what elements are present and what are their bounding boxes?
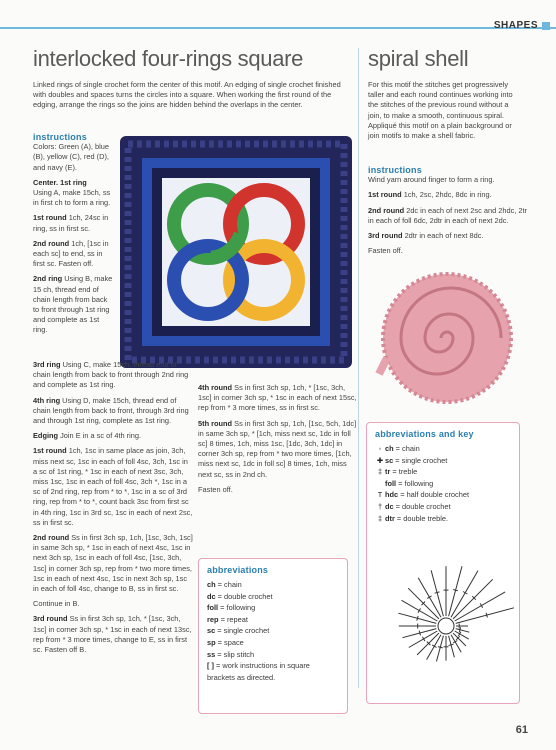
stitch-mark [437,636,444,662]
key-term: dc [385,501,394,511]
fasten-off-left: Fasten off. [198,484,233,494]
page-number: 61 [515,724,528,736]
abbreviation-definition: = chain [215,580,242,589]
abbreviation-term: rep [207,614,219,624]
stitch-crossbar [438,647,443,648]
ring-3-text: Using C, make 15ch, thread end of chain length from back to front through 2nd ring and complete as 1st ring. [33,360,189,390]
double-crochet-symbol-icon: † [377,501,383,511]
edge-round-5-label: 5th round [198,418,233,428]
stitch-mark [456,629,470,633]
page-title-right: spiral shell [368,46,469,71]
key-definition: = following [396,478,434,488]
abbreviation-definition: = space [215,637,244,647]
key-item [375,501,511,513]
spiral-shell-photo [373,262,521,410]
key-item [375,455,511,467]
key-item [375,478,511,490]
edge-round-3-text: Ss in first 3ch sp, 1ch, * [1sc, 3ch, 1sc] in corner 3ch sp, * 1sc in each of next 13sc, rep from * 3 more times, change to E, ss in first sc. Fasten off B. [33,614,192,655]
shell-round-2-text: 2dc in each of next 2sc and 2hdc, 2tr in each of foll 6dc, 2dtr in each of next 2dc. [368,205,527,225]
intro-left: Linked rings of single crochet form the center of this motif. An edging of single crochet finished with doubles and spaces turns the circles into a square. When working the first round of the edging, arrange the rings so the joins are hidden behind the overlaps in the center. [33,80,341,110]
start-text: Wind yarn around finger to form a ring. [368,175,495,185]
edge-round-5-text: Ss in first 3ch sp, 1ch, [1sc, 5ch, 1dc] in same 3ch sp, * [1ch, miss next sc, 1dc in foll sc] 8 times, 1ch, miss 1sc, [1dc, 3ch, 1dc] in corner 3ch sp, rep from * two more times, [1ch, miss next sc, 1dc in foll sc] 8 times, 1ch, miss next sc, ss in 2nd ch. [198,418,357,479]
abbreviation-item [207,591,339,603]
key-definition: = double treble. [394,513,449,523]
key-item [375,513,511,525]
abbreviation-term: ch [207,580,216,589]
treble-symbol-icon: ‡ [377,467,383,477]
key-list [375,443,511,524]
key-item [375,466,511,478]
spiral-stitch-diagram [372,552,520,700]
round-1-text: 1ch, 24sc in ring, ss in first sc. [33,213,109,233]
stitch-mark [453,579,493,619]
abbreviations-box [198,558,348,714]
stitch-crossbar [449,644,454,645]
key-term: tr [385,467,391,477]
stitch-crossbar [417,616,418,621]
instructions-col-1 [33,132,113,341]
stitch-mark [431,570,443,616]
abbreviations-list [207,579,339,683]
abbreviation-definition: = work instructions in square brackets as directed. [207,661,310,682]
abbreviation-term: sc [207,626,216,636]
round-1-label: 1st round [33,213,67,223]
key-item [375,443,511,455]
abbreviation-term: dc [207,591,216,601]
shell-round-1-label: 1st round [368,190,402,200]
abbreviation-item [207,602,339,614]
half-double-crochet-symbol-icon: T [377,490,383,500]
abbreviation-term: [ ] [207,661,214,671]
shell-round-3-text: 2dtr in each of next 8dc. [404,231,484,241]
key-term: foll [385,478,397,488]
round-2-label: 2nd round [33,238,70,248]
stitch-crossbar [486,613,487,618]
continue-text: Continue in B. [33,599,80,609]
shell-round-1-text: 1ch, 2sc, 2hdc, 8dc in ring. [403,190,492,200]
shell-round-3-label: 3rd round [368,231,403,241]
abbreviations-heading: abbreviations [207,565,269,575]
abbreviation-item [207,660,339,683]
key-term: sc [385,455,394,465]
stitch-mark [402,629,436,638]
chain-symbol-icon: ◦ [378,444,382,453]
intro-right: For this motif the stitches get progressively taller and each round continues working into the stitches of the previous round without a join, to make a smooth, continuous spiral. Appliqué this motif on a plain background or join motifs to make a shell fabric. [368,80,513,141]
shell-round-2-label: 2nd round [368,205,405,215]
column-divider [358,48,359,688]
stitch-mark [453,633,466,646]
ring-2-label: 2nd ring [33,274,63,284]
abbreviation-item [207,649,339,661]
double-treble-symbol-icon: ‡ [377,513,383,523]
abbreviation-definition: = double crochet [215,591,273,601]
stitch-mark [449,566,462,616]
edge-round-1-label: 1st round [33,446,67,456]
section-square-icon [542,22,550,30]
key-definition: = single crochet [393,455,448,465]
instructions-col-1b [33,360,193,660]
center-text: Using A, make 15ch, ss in first ch to form a ring. [33,188,111,208]
header-rule [0,27,556,29]
abbreviation-item [207,614,339,626]
section-label: SHAPES [493,20,538,31]
abbreviation-definition: = following [218,603,256,613]
edge-round-1-text: 1ch, 1sc in same place as join, 3ch, miss next sc, 1sc in each of foll 4sc, 3ch, 1sc in a sc of 1st ring, * 1sc in each of next 3sc, 3ch, miss 1sc, 1sc in each of foll 4sc, 3ch *, 1sc in a sc of 2nd ring, rep from * to *, 1sc in a sc of 3rd ring, rep from * to *, count back 3sc from first sc in 4th ring, 1sc in 3rd sc, 1sc in each of next 2sc, ss in first sc. [33,446,193,527]
key-definition: = double crochet [393,501,451,511]
ring-4-label: 4th ring [33,395,61,405]
key-term: hdc [385,490,399,500]
ring-3-label: 3rd ring [33,360,61,369]
abbreviation-term: foll [207,603,219,613]
fasten-off-right: Fasten off. [368,246,403,256]
colors-text: Colors: Green (A), blue (B), yellow (C), red (D), and navy (E). [33,142,109,172]
stitch-crossbar [435,592,440,593]
stitch-crossbar [453,590,458,591]
ring-4-text: Using D, make 15ch, thread end of chain length from back to front, through 3rd ring and through 1st ring, complete as 1st ring. [33,395,189,426]
edge-round-4-label: 4th round [198,383,233,392]
stitch-crossbar [419,631,420,636]
round-2-text: 1ch, [1sc in each sc] to end, ss in first sc. Fasten off. [33,238,109,269]
four-rings-square-photo [116,132,356,372]
edging-text: Join E in a sc of 4th ring. [60,431,142,441]
abbreviation-item [207,625,339,637]
center-label: Center. 1st ring [33,177,87,187]
key-item [375,489,511,501]
edge-round-2-label: 2nd round [33,533,70,543]
key-term: ch [385,444,394,453]
key-heading: abbreviations and key [375,429,474,439]
abbreviation-term: ss [207,649,216,659]
ring-2-text: Using B, make 15 ch, thread end of chain length from back to front through 1st ring and complete as 1st ring. [33,274,113,335]
instructions-col-2 [198,383,358,500]
section-tab [494,20,556,31]
abbreviation-item [207,579,339,591]
foundation-ring [438,618,454,634]
key-definition: = treble [390,467,418,477]
page-title-left: interlocked four-rings square [33,46,304,71]
edge-round-2-text: Ss in first 3ch sp, 1ch, [1sc, 3ch, 1sc] in same 3ch sp, * 1sc in each of next 4sc, 1sc in next 3ch sp, 1sc in each of foll 4sc, [1sc, 3ch, 1sc] in corner 3ch sp, rep from * two more times, 1sc in each of next 4sc, 1sc in next 3ch sp, 1sc in each of foll 4sc, change to B, ss in first sc. [33,533,193,594]
stitch-mark [455,631,469,639]
key-definition: = half double crochet [398,490,470,500]
single-crochet-symbol-icon: ✚ [376,455,384,465]
instructions-heading-left: instructions [33,132,87,142]
abbreviation-definition: = slip stitch [215,649,255,659]
abbreviation-definition: = repeat [218,614,248,624]
instructions-heading-right: instructions [368,165,422,175]
key-definition: = chain [393,444,420,453]
abbreviation-definition: = single crochet [215,626,270,636]
edge-round-3-label: 3rd round [33,614,68,624]
edging-label: Edging [33,431,59,441]
instructions-col-3 [368,165,528,261]
edge-round-4-text: Ss in first 3ch sp, 1ch, * [1sc, 3ch, 1sc] in corner 3ch sp, * 1sc in each of next 15sc, rep from * 3 more times, ss in first sc. [198,383,357,413]
key-term: dtr [385,513,395,523]
abbreviation-term: sp [207,637,216,647]
abbreviation-item [207,637,339,649]
